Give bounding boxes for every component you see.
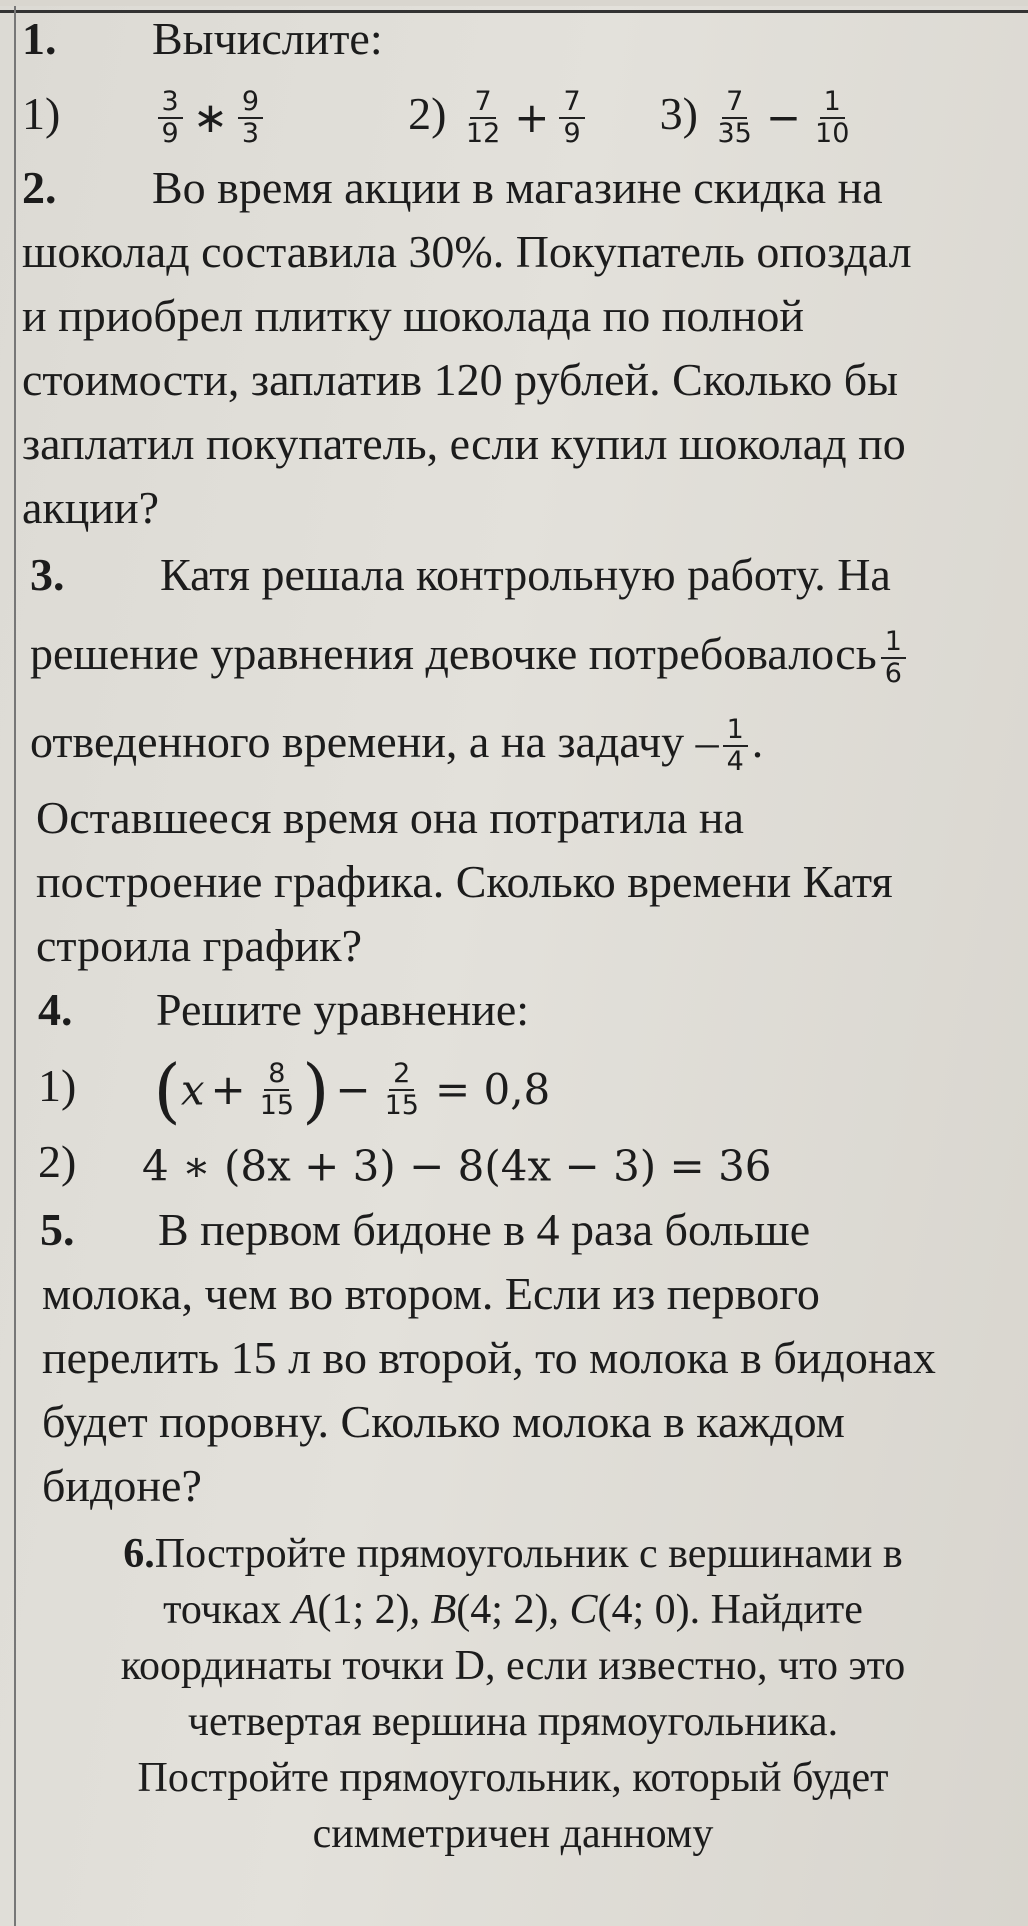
task3-line4: Оставшееся время она потратила на [36, 792, 744, 843]
task1-e3-frac1: $\frac{7}{35}$ [717, 86, 752, 150]
task2-line3: и приобрел плитку шоколада по полной [22, 290, 804, 341]
task5-line5: бидоне? [42, 1460, 202, 1512]
task6-line2: точках A(1; 2), B(4; 2), C(4; 0). Найдите [163, 1587, 863, 1634]
task5-line2: молока, чем во втором. Если из первого [42, 1268, 820, 1320]
task5-line4: будет поровну. Сколько молока в каждом [42, 1396, 845, 1448]
worksheet-page [0, 6, 1028, 1926]
task2-line4: стоимости, заплатив 120 рублей. Сколько бы [22, 354, 899, 405]
task6-line3: координаты точки D, если известно, что это [120, 1643, 906, 1690]
task4-title: Решите уравнение: [156, 984, 530, 1035]
task2-number: 2. [22, 162, 57, 213]
task4-eq1-frac1: $\frac{8}{15}$ [259, 1058, 295, 1122]
task1-e2-op: + [514, 93, 550, 143]
task3-line5: построение графика. Сколько времени Катя [36, 856, 893, 907]
task1-e1-op: ∗ [192, 93, 228, 143]
task3-line2: решение уравнения девочке потребовалось $\frac{1}{6}$ [22, 610, 1004, 698]
task6-line1: 6.Постройте прямоугольник с вершинами в [123, 1531, 903, 1578]
task2-line5: заплатил покупатель, если купил шоколад по [22, 418, 906, 469]
task1-number: 1. [22, 13, 57, 64]
task4-header [22, 978, 1004, 1042]
task3-line3: отведенного времени, а на задачу – $\frac{1}{4}$ . [30, 714, 764, 778]
task1-label-1: 1) [22, 88, 61, 139]
task3-line6: строила график? [36, 920, 363, 971]
task3-fraction-1: $\frac{1}{6}$ [881, 627, 906, 689]
task1-label-3: 3) [659, 88, 698, 139]
task4-number: 4. [38, 984, 73, 1035]
task1-label-2: 2) [408, 88, 447, 139]
task1-expressions [22, 72, 1004, 156]
task4-eq1-frac2: $\frac{2}{15}$ [384, 1058, 419, 1122]
task4-label-1: 1) [38, 1060, 77, 1111]
task3-line1: 3. Катя решала контрольную работу. На [22, 540, 1004, 610]
task1-e3-op: − [765, 93, 802, 143]
task5-line3: перелить 15 л во второй, то молока в бидонах [42, 1332, 936, 1384]
task4-label-2: 2) [38, 1136, 77, 1187]
task1-title: Вычислите: [152, 13, 383, 64]
task4-equation-2: 2) 4 ∗ (8x + 3) − 8(4x − 3) = 36 [22, 1130, 1004, 1198]
task1-e3-frac2: $\frac{1}{10}$ [815, 86, 850, 150]
task1-e1-frac2: $\frac{9}{3}$ [238, 87, 263, 149]
task2-line1: 2. Во время акции в магазине скидка на [22, 156, 1004, 220]
task1-header [22, 6, 1004, 72]
task5-line1: 5. В первом бидоне в 4 раза больше [22, 1198, 1004, 1262]
task6-line6: симметричен данному [312, 1811, 714, 1858]
task3-number: 3. [30, 549, 65, 600]
task6-line4: четвертая вершина прямоугольника. [187, 1699, 839, 1746]
task1-e2-frac1: $\frac{7}{12}$ [465, 86, 501, 150]
task2-line6: акции? [22, 482, 160, 533]
left-margin-line [14, 6, 16, 1926]
task6-line5: Постройте прямоугольник, который будет [137, 1755, 889, 1802]
task3-fraction-2: $\frac{1}{4}$ [723, 715, 748, 777]
task1-e2-frac2: $\frac{7}{9}$ [559, 87, 584, 149]
task1-e1-frac1: $\frac{3}{9}$ [158, 87, 183, 149]
task5-number: 5. [40, 1204, 75, 1256]
task4-equation-1: 1) (x + $\frac{8}{15}$ ) − $\frac{2}{15}$ = 0,8 [22, 1042, 1004, 1130]
task2-line2: шоколад составила 30%. Покупатель опоздал [22, 226, 912, 277]
task6-number: 6. [123, 1531, 155, 1578]
